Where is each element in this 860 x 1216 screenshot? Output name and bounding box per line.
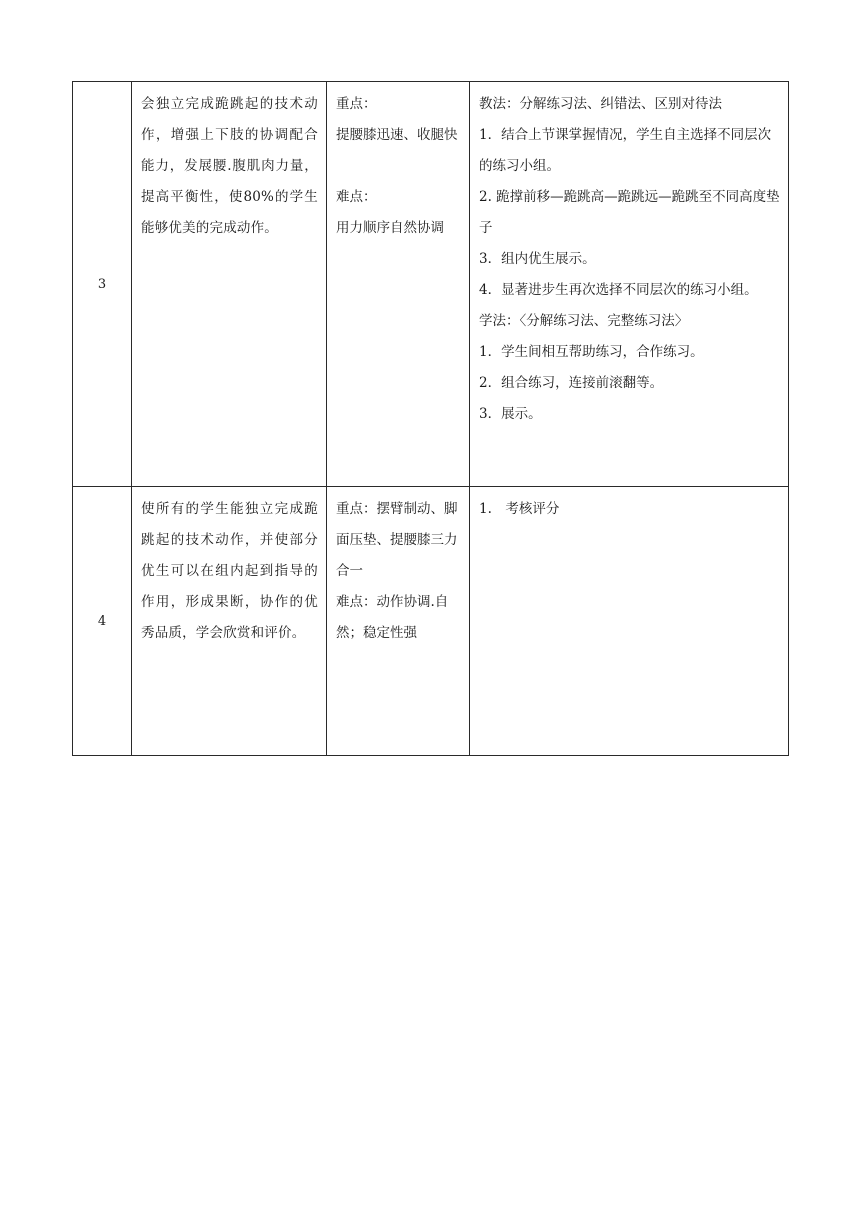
teaching-goal-text: 使所有的学生能独立完成跪跳起的技术动作，并使部分优生可以在组内起到指导的作用，形成果断，协作的优秀品质，学会欣赏和评价。 <box>141 501 318 641</box>
difficulty-label: 难点： <box>336 189 377 205</box>
row-number: 3 <box>73 82 132 487</box>
teaching-goal-cell <box>132 82 327 487</box>
row-number: 4 <box>73 487 132 756</box>
method-item: 教法：分解练习法、纠错法、区别对待法 <box>479 96 722 112</box>
lesson-plan-table <box>72 81 789 756</box>
method-item: 1．学生间相互帮助练习，合作练习。 <box>479 344 704 360</box>
teaching-goal-cell <box>132 487 327 756</box>
method-item: 3．展示。 <box>479 406 542 422</box>
key-difficulty-cell <box>327 82 470 487</box>
method-item: 4．显著进步生再次选择不同层次的练习小组。 <box>479 282 758 298</box>
methods-cell <box>470 487 789 756</box>
methods-cell <box>470 82 789 487</box>
table-row <box>73 82 789 487</box>
key-point-text: 重点：摆臂制动、脚面压垫、提腰膝三力合一 <box>336 501 458 579</box>
difficulty-text: 用力顺序自然协调 <box>336 220 444 236</box>
difficulty-text: 难点：动作协调.自然；稳定性强 <box>336 594 449 641</box>
key-point-label: 重点： <box>336 96 377 112</box>
key-difficulty-cell <box>327 487 470 756</box>
method-item: 2. 跪撑前移—跪跳高—跪跳远—跪跳至不同高度垫子 <box>479 189 780 236</box>
method-item: 1. 考核评分 <box>479 501 560 517</box>
method-item: 1．结合上节课掌握情况，学生自主选择不同层次的练习小组。 <box>479 127 772 174</box>
teaching-goal-text: 会独立完成跪跳起的技术动作，增强上下肢的协调配合能力，发展腰.腹肌肉力量，提高平衡性，使80%的学生能够优美的完成动作。 <box>141 96 318 236</box>
table-row <box>73 487 789 756</box>
key-point-text: 提腰膝迅速、收腿快 <box>336 127 458 143</box>
method-item: 学法：〈分解练习法、完整练习法〉 <box>479 313 689 329</box>
method-item: 3．组内优生展示。 <box>479 251 596 267</box>
method-item: 2．组合练习，连接前滚翻等。 <box>479 375 664 391</box>
